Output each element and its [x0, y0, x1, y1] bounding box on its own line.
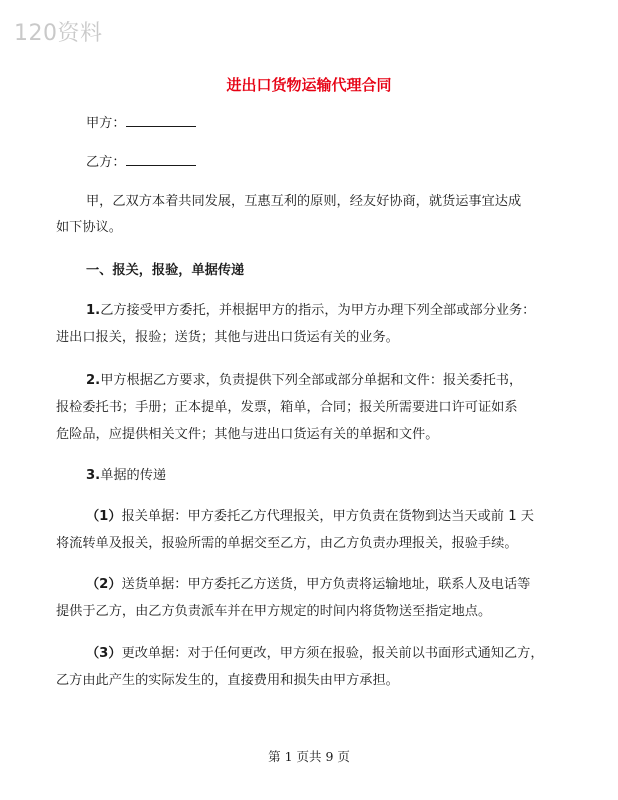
- item2-line-1: [86, 368, 606, 394]
- item3-heading: [86, 463, 606, 489]
- sub3-text-1: 更改单据：对于任何更改，甲方须在报验，报关前以书面形式通知乙方，: [121, 646, 544, 661]
- intro-line-2: 如下协议。: [56, 220, 122, 235]
- page-footer: 第 1 页共 9 页: [268, 749, 350, 764]
- party-b-label: 乙方：: [86, 155, 126, 170]
- item2-number: 2.: [86, 373, 101, 388]
- sub2-text-1: 送货单据：甲方委托乙方送货，甲方负责将运输地址，联系人及电话等: [121, 577, 531, 592]
- item1-number: 1.: [86, 303, 101, 318]
- section1-heading: 一、报关，报验，单据传递: [86, 263, 245, 278]
- intro-line-1: 甲，乙双方本着共同发展，互惠互利的原则，经友好协商，就货运事宜达成: [86, 194, 522, 209]
- item2-line-2: 报检委托书；手册；正本提单，发票，箱单，合同；报关所需要进口许可证如系: [56, 400, 518, 415]
- party-a-blank: [126, 112, 196, 127]
- sub3-line-2: 乙方由此产生的实际发生的，直接费用和损失由甲方承担。: [56, 673, 399, 688]
- sub1-line-1: [86, 504, 606, 530]
- sub2-line-1: [86, 572, 606, 598]
- document-title: 进出口货物运输代理合同: [226, 76, 392, 94]
- sub2-number: （2）: [86, 577, 122, 592]
- party-a-line: [86, 111, 606, 137]
- item1-text-1: 乙方接受甲方委托，并根据甲方的指示，为甲方办理下列全部或部分业务：: [100, 303, 536, 318]
- item2-text-1: 甲方根据乙方要求，负责提供下列全部或部分单据和文件：报关委托书，: [100, 373, 523, 388]
- sub3-number: （3）: [86, 646, 122, 661]
- sub3-line-1: [86, 641, 606, 667]
- party-b-line: [86, 150, 606, 176]
- sub1-number: （1）: [86, 509, 122, 524]
- party-b-blank: [126, 151, 196, 166]
- item1-line-2: 进出口报关，报验；送货；其他与进出口货运有关的业务。: [56, 330, 399, 345]
- sub1-text-1: 报关单据：甲方委托乙方代理报关，甲方负责在货物到达当天或前 1 天: [121, 509, 534, 524]
- watermark-logo: 120资料: [14, 21, 103, 46]
- item2-line-3: 危险品，应提供相关文件；其他与进出口货运有关的单据和文件。: [56, 427, 439, 442]
- item3-heading-text: 单据的传递: [100, 468, 167, 483]
- item3-number: 3.: [86, 468, 101, 483]
- party-a-label: 甲方：: [86, 116, 126, 131]
- sub1-line-2: 将流转单及报关，报验所需的单据交至乙方，由乙方负责办理报关，报验手续。: [56, 536, 518, 551]
- item1-line-1: [86, 298, 606, 324]
- sub2-line-2: 提供于乙方，由乙方负责派车并在甲方规定的时间内将货物送至指定地点。: [56, 604, 492, 619]
